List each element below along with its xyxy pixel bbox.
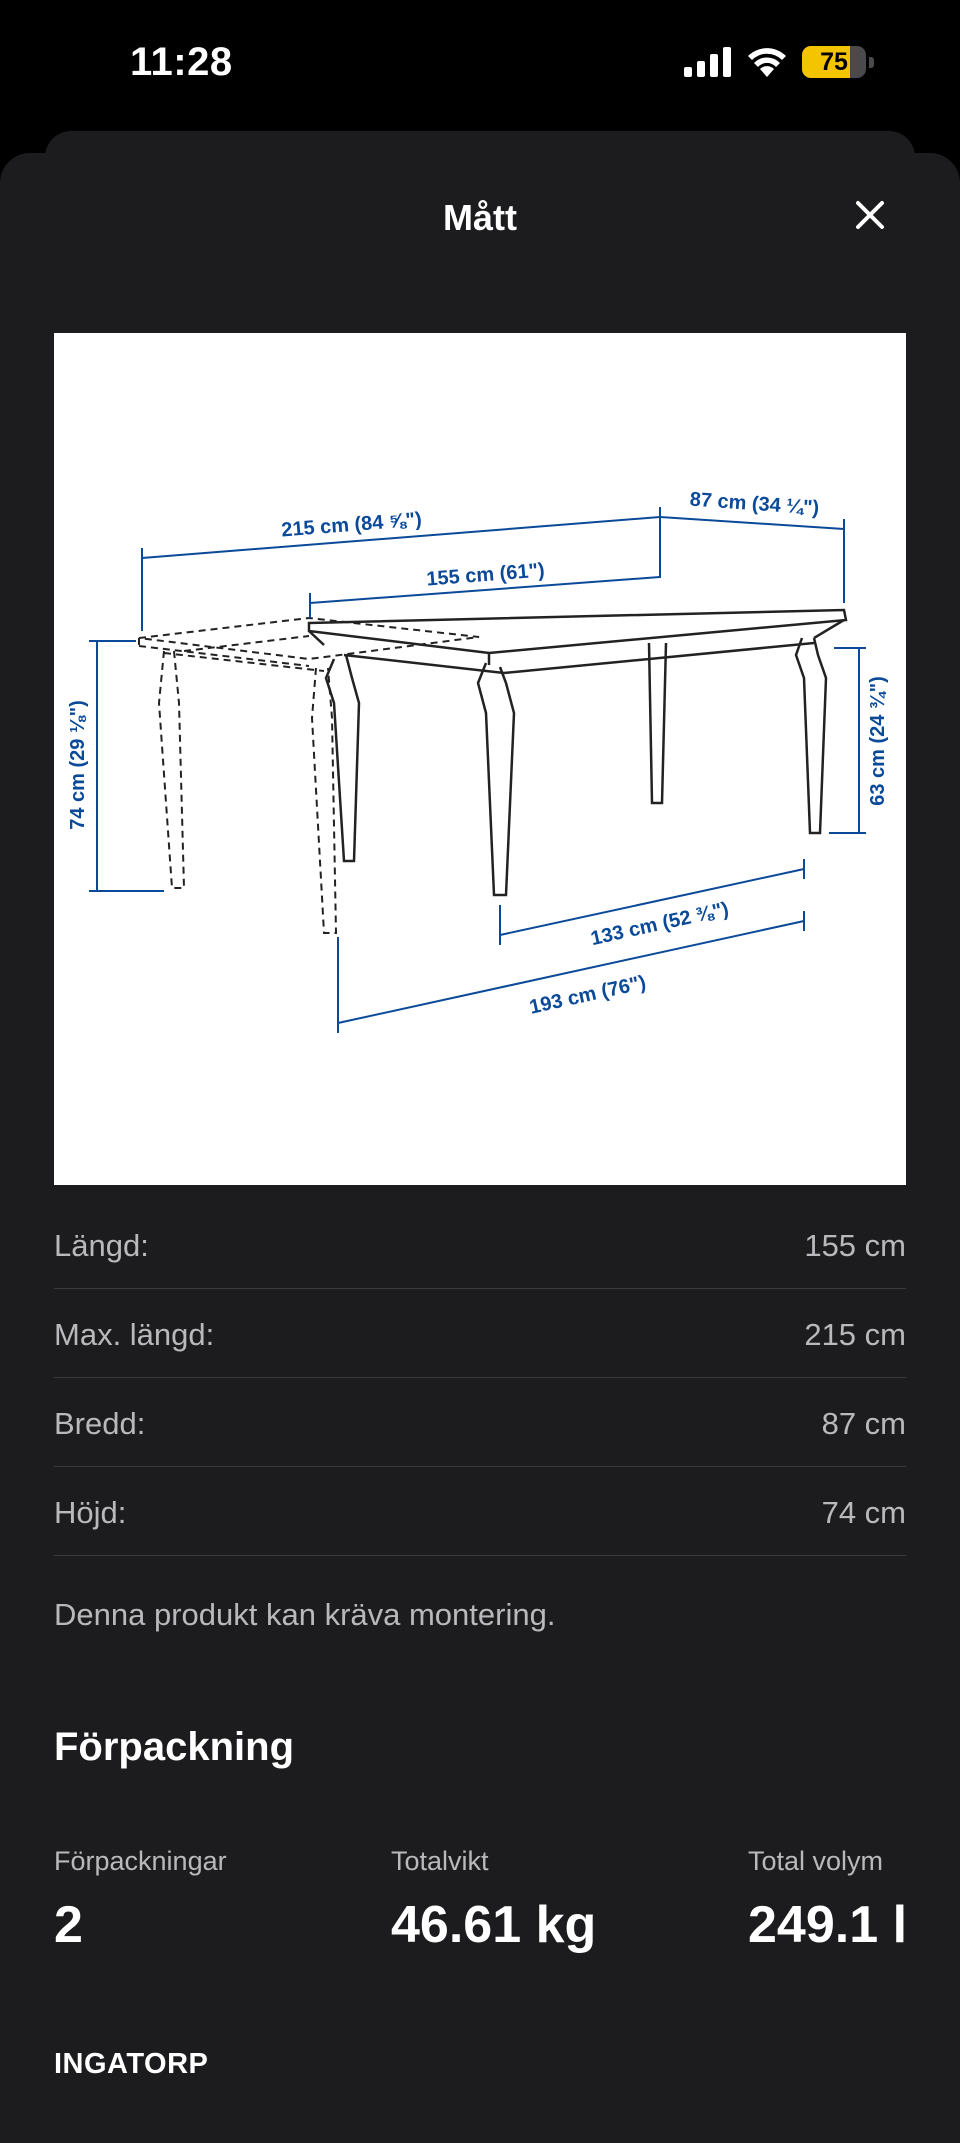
spec-label: Höjd:	[54, 1495, 127, 1530]
spec-row-height	[54, 1467, 906, 1556]
pkg-label: Total volym	[748, 1846, 884, 1876]
spec-value: 87 cm	[821, 1406, 906, 1441]
close-icon[interactable]	[850, 195, 890, 235]
battery-icon	[802, 46, 866, 78]
spec-value: 215 cm	[804, 1317, 906, 1352]
pkg-label: Förpackningar	[54, 1846, 227, 1876]
packages-count	[54, 1846, 227, 1955]
status-bar	[0, 0, 960, 130]
spec-label: Max. längd:	[54, 1317, 215, 1352]
spec-label: Längd:	[54, 1228, 149, 1263]
width-label: 87 cm (34 ¼")	[689, 488, 820, 520]
cellular-signal-icon	[684, 47, 732, 77]
length-label: 155 cm (61")	[425, 559, 546, 591]
underframe-height-label: 63 cm (24 ¾")	[867, 676, 889, 806]
height-label: 74 cm (29 ⅛")	[67, 700, 89, 830]
pkg-value: 249.1 l	[748, 1896, 908, 1954]
product-name: INGATORP	[54, 2048, 209, 2080]
spec-row-max-length	[54, 1289, 906, 1378]
spec-row-width	[54, 1378, 906, 1467]
spec-value: 155 cm	[804, 1228, 906, 1263]
status-icons	[684, 46, 874, 78]
battery-cap	[869, 57, 874, 68]
assembly-note: Denna produkt kan kräva montering.	[54, 1597, 556, 1632]
wifi-icon	[746, 47, 788, 77]
spec-value: 74 cm	[821, 1495, 906, 1530]
status-time: 11:28	[130, 40, 233, 84]
max-length-label: 215 cm (84 ⅝")	[280, 508, 423, 542]
tabletop	[309, 610, 846, 673]
table-legs	[326, 638, 826, 895]
table-drawing	[54, 333, 906, 1185]
spec-row-length	[54, 1200, 906, 1289]
pkg-value: 46.61 kg	[391, 1896, 597, 1954]
spec-label: Bredd:	[54, 1406, 146, 1441]
dimensions-diagram	[54, 333, 906, 1185]
total-volume	[748, 1846, 907, 1955]
max-leg-span-label: 193 cm (76")	[527, 971, 648, 1019]
pkg-label: Totalvikt	[391, 1846, 489, 1876]
pkg-value: 2	[54, 1896, 83, 1954]
leg-span-label: 133 cm (52 ⅜")	[588, 898, 731, 951]
sheet-title: Mått	[443, 197, 517, 238]
total-weight	[391, 1846, 596, 1955]
packaging-title: Förpackning	[54, 1725, 295, 1769]
battery-level: 75	[820, 47, 848, 76]
